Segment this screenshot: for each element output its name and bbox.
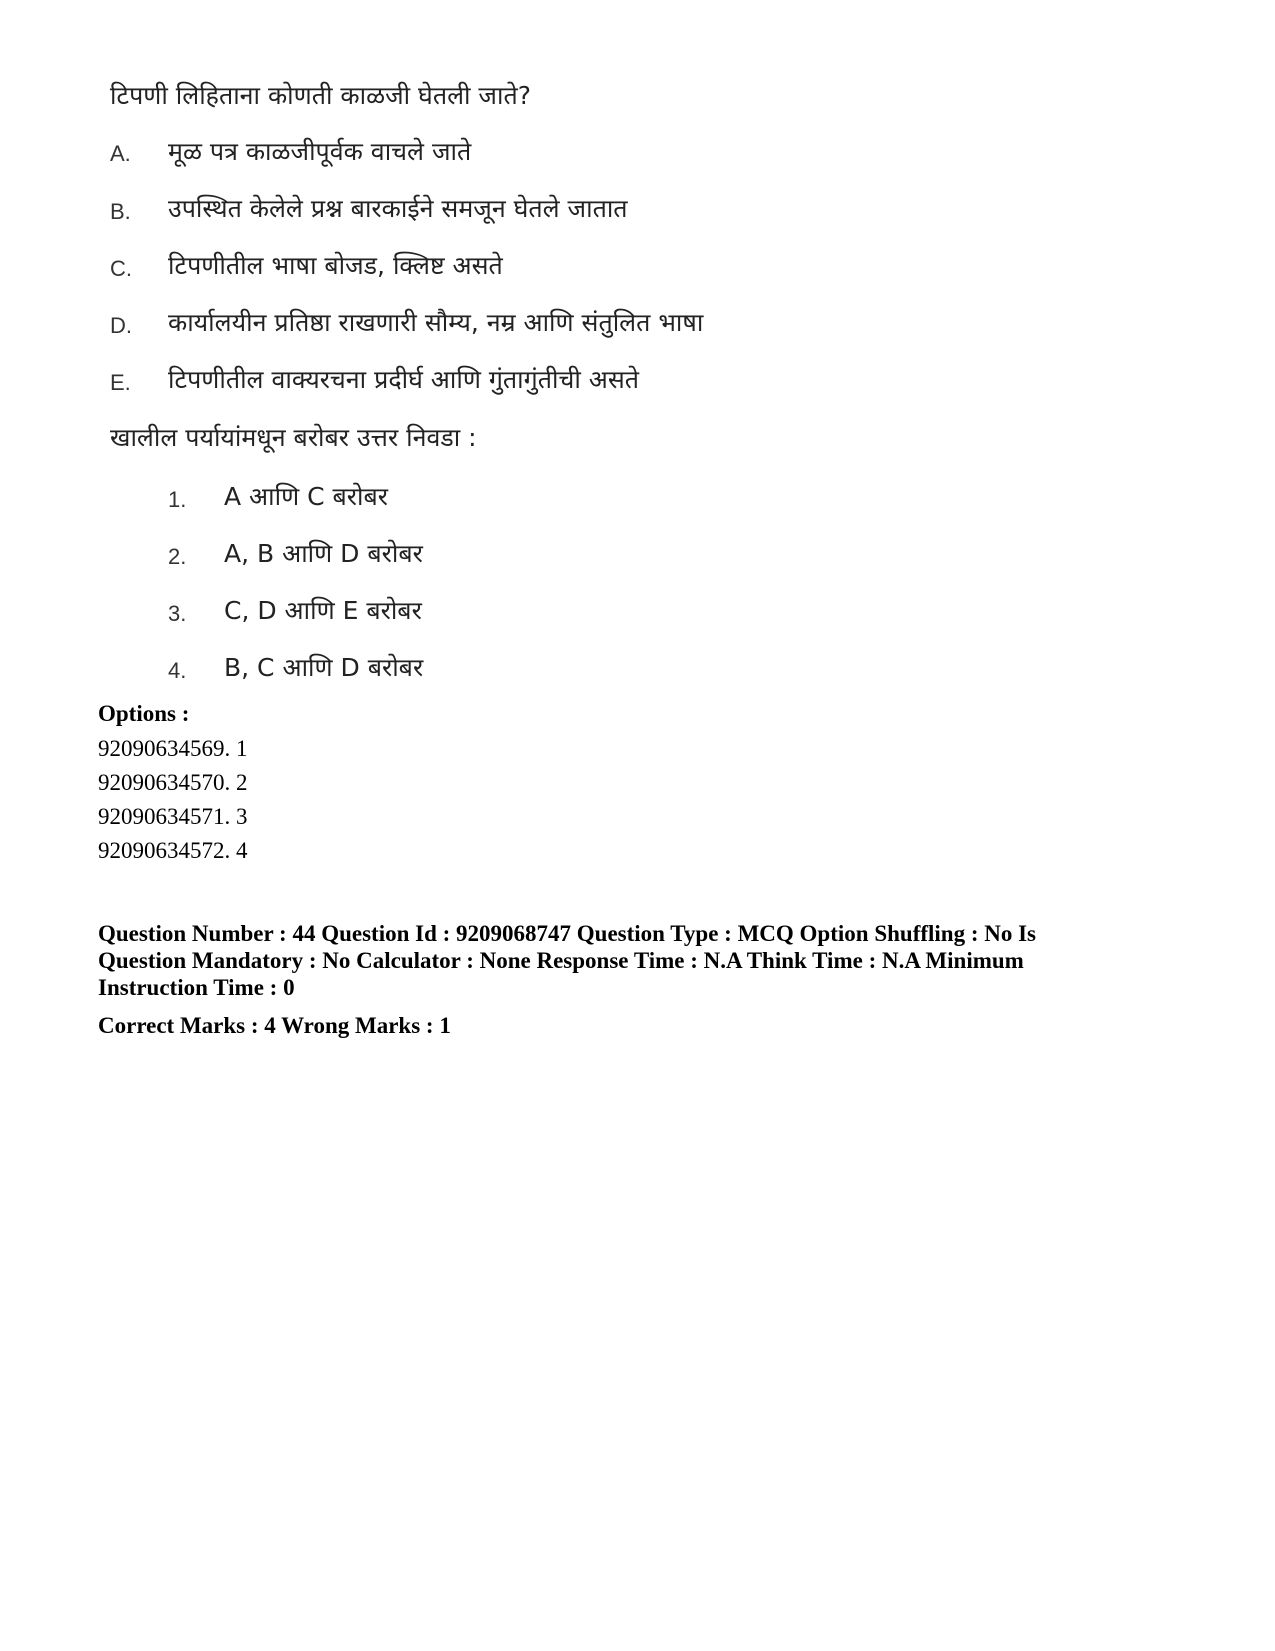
statement-letter: A. (110, 141, 131, 166)
question-meta-line: Instruction Time : 0 (98, 975, 295, 1000)
choice-text: C, D आणि E बरोबर (224, 596, 422, 625)
option-item: 92090634570. 2 (98, 770, 248, 795)
option-item: 92090634571. 3 (98, 804, 248, 829)
option-item: 92090634569. 1 (98, 736, 248, 761)
statement-letter: D. (110, 313, 132, 338)
choice-number: 1. (168, 487, 187, 512)
statement-text: टिपणीतील भाषा बोजड, क्लिष्ट असते (168, 251, 503, 280)
choice-text: A, B आणि D बरोबर (224, 539, 423, 568)
question-meta-line: Question Mandatory : No Calculator : None Response Time : N.A Think Time : N.A Minimum (98, 948, 1024, 973)
statement-letter: B. (110, 199, 131, 224)
statement-text: टिपणीतील वाक्यरचना प्रदीर्घ आणि गुंतागुंतीची असते (168, 365, 639, 394)
option-item: 92090634572. 4 (98, 838, 248, 863)
choice-number: 2. (168, 544, 187, 569)
choice-text: B, C आणि D बरोबर (224, 653, 424, 682)
statement-text: मूळ पत्र काळजीपूर्वक वाचले जाते (168, 137, 472, 166)
question-meta (98, 920, 1178, 1001)
statement-letter: E. (110, 370, 131, 395)
question-stem: टिपणी लिहिताना कोणती काळजी घेतली जाते? (110, 81, 531, 110)
choice-text: A आणि C बरोबर (224, 482, 388, 511)
options-heading: Options : (98, 701, 190, 726)
statement-letter: C. (110, 256, 132, 281)
statement-text: कार्यालयीन प्रतिष्ठा राखणारी सौम्य, नम्र आणि संतुलित भाषा (168, 308, 704, 337)
choice-number: 3. (168, 601, 187, 626)
question-meta-line: Question Number : 44 Question Id : 9209068747 Question Type : MCQ Option Shuffling : No Is (98, 921, 1037, 946)
choice-number: 4. (168, 658, 187, 683)
statement-text: उपस्थित केलेले प्रश्न बारकाईने समजून घेतले जातात (168, 194, 628, 223)
marks-line: Correct Marks : 4 Wrong Marks : 1 (98, 1013, 451, 1038)
choose-instruction: खालील पर्यायांमधून बरोबर उत्तर निवडा : (110, 423, 477, 452)
